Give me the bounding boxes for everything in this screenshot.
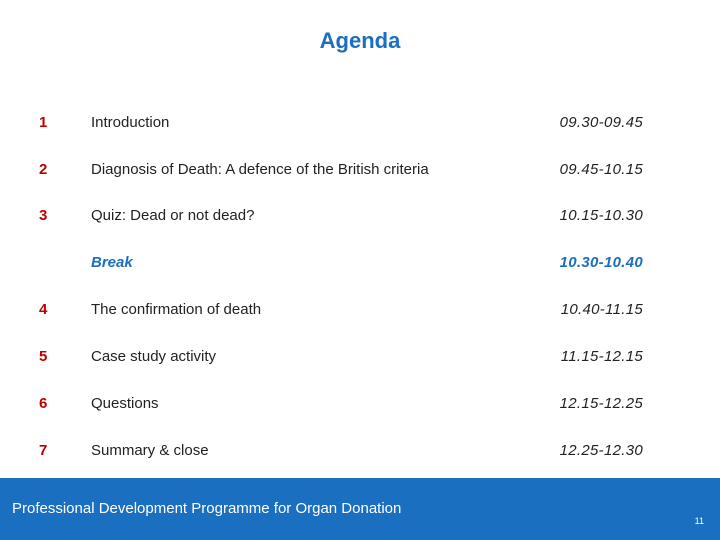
agenda-item-label: Case study activity xyxy=(91,348,217,365)
agenda-item xyxy=(0,114,720,138)
agenda-item-number: 6 xyxy=(39,395,48,412)
agenda-item-time: 09.45-10.15 xyxy=(559,161,643,178)
agenda-item-time: 10.15-10.30 xyxy=(559,207,643,224)
agenda-item xyxy=(0,161,720,185)
agenda-item-time: 12.15-12.25 xyxy=(559,395,643,412)
agenda-item-time: 11.15-12.15 xyxy=(560,348,643,365)
programme-name: Professional Development Programme for Organ Donation xyxy=(12,500,402,517)
agenda-item xyxy=(0,207,720,231)
agenda-item-label: Quiz: Dead or not dead? xyxy=(91,207,255,224)
agenda-item-number: 1 xyxy=(39,114,48,131)
agenda-item xyxy=(0,395,720,419)
footer-bar xyxy=(0,478,720,540)
agenda-break-time: 10.30-10.40 xyxy=(559,254,643,271)
agenda-item-number: 3 xyxy=(39,207,48,224)
agenda-item-label: Questions xyxy=(91,395,159,412)
agenda-item-label: Diagnosis of Death: A defence of the British criteria xyxy=(91,161,429,178)
agenda-item-time: 12.25-12.30 xyxy=(559,442,643,459)
agenda-item-number: 2 xyxy=(39,161,48,178)
agenda-item-time: 09.30-09.45 xyxy=(559,114,643,131)
agenda-item-number: 4 xyxy=(39,301,48,318)
agenda-item-number: 7 xyxy=(39,442,48,459)
agenda-item-label: Introduction xyxy=(91,114,170,131)
page-title: Agenda xyxy=(319,28,401,53)
agenda-break xyxy=(0,254,720,278)
agenda-break-label: Break xyxy=(91,254,133,271)
agenda-item xyxy=(0,301,720,325)
agenda-item-label: Summary & close xyxy=(91,442,209,459)
page-number: 11 xyxy=(694,516,704,526)
agenda-item-time: 10.40-11.15 xyxy=(560,301,643,318)
agenda-item xyxy=(0,442,720,466)
agenda-item-number: 5 xyxy=(39,348,48,365)
agenda-item-label: The confirmation of death xyxy=(91,301,262,318)
agenda-item xyxy=(0,348,720,372)
